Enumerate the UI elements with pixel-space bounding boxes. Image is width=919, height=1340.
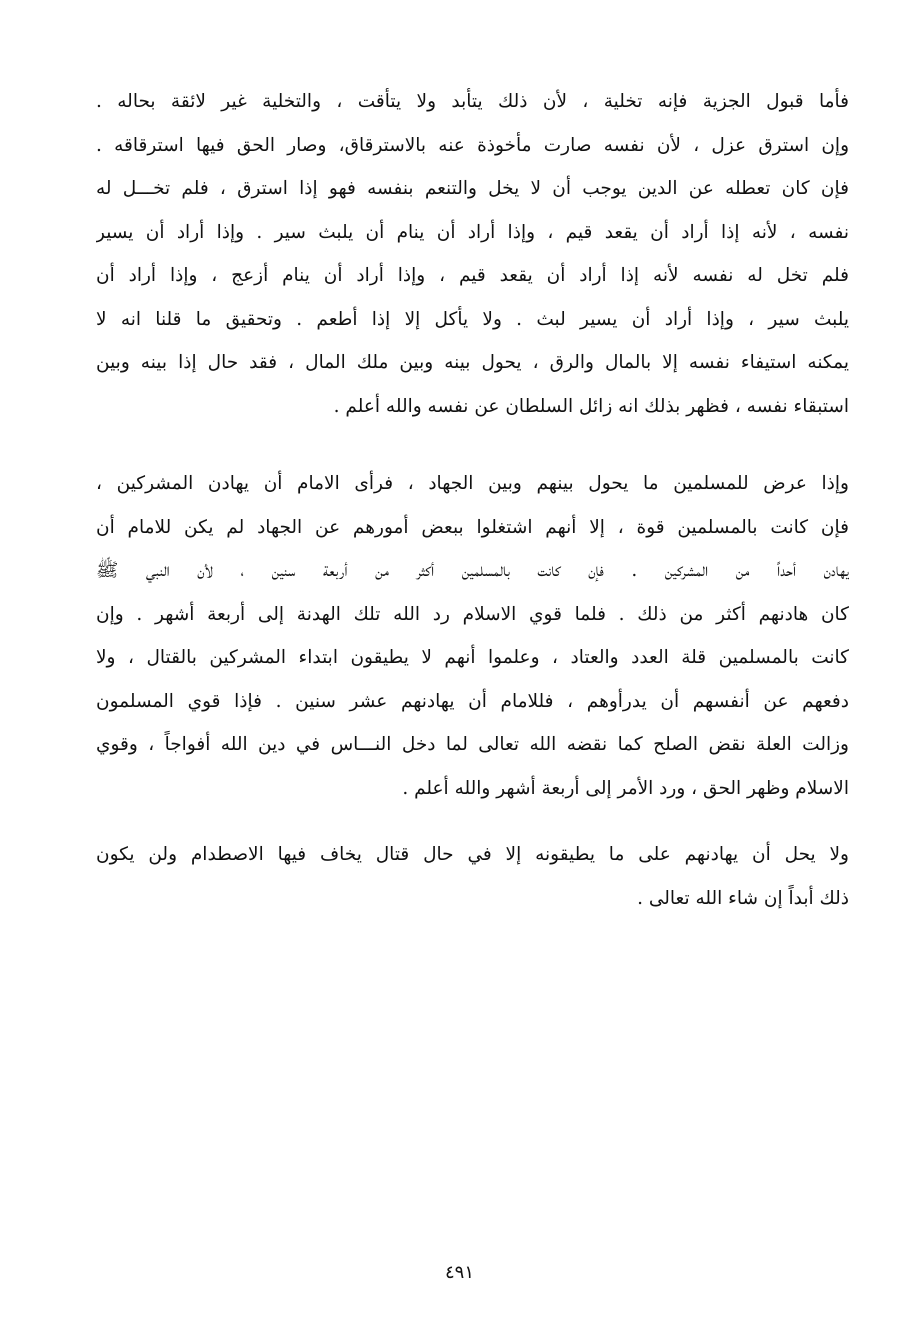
text-line: نفسه ، لأنه إذا أراد أن يقعد قيم ، وإذا أراد أن ينام أن يلبث سير . وإذا أراد أن يسير <box>96 221 849 243</box>
text-line: فإن كانت بالمسلمين قوة ، إلا أنهم اشتغلوا ببعض أمورهم عن الجهاد لم يكن للامام أن <box>96 516 849 538</box>
text-line: فإن كان تعطله عن الدين يوجب أن لا يخل والتنعم بنفسه فهو إذا استرق ، فلم تخـــل له <box>96 178 849 199</box>
text-line: ولا يحل أن يهادنهم على ما يطيقونه إلا في حال قتال يخاف فيها الاصطدام ولن يكون <box>96 844 849 865</box>
text-line: يلبث سير ، وإذا أراد أن يسير لبث . ولا يأكل إلا إذا أطعم . وتحقيق ما قلنا انه لا <box>96 308 849 330</box>
paragraph-1 <box>96 80 849 428</box>
text-line: ذلك أبداً إن شاء الله تعالى . <box>637 887 849 909</box>
text-line: دفعهم عن أنفسهم أن يدرأوهم ، فللامام أن يهادنهم عشر سنين . فإذا قوي المسلمون <box>96 690 849 712</box>
text-line: الاسلام وظهر الحق ، ورد الأمر إلى أربعة أشهر والله أعلم . <box>402 777 849 799</box>
text-line: يمكنه استيفاء نفسه إلا بالمال والرق ، يحول بينه وبين ملك المال ، فقد حال إذا بينه وبين <box>96 352 849 373</box>
text-line: كان هادنهم أكثر من ذلك . فلما قوي الاسلام رد الله تلك الهدنة إلى أربعة أشهر . وإن <box>96 603 849 625</box>
page-number: ٤٩١ <box>444 1262 474 1283</box>
paragraph-3 <box>96 833 849 920</box>
text-line: وإن استرق عزل ، لأن نفسه صارت مأخوذة عنه بالاسترقاق، وصار الحق فيها استرقاقه . <box>96 134 849 156</box>
text-line: وزالت العلة نقض الصلح كما نقضه الله تعالى لما دخل النـــاس في دين الله أفواجاً ، وقوي <box>96 734 849 755</box>
text-line: وإذا عرض للمسلمين ما يحول بينهم وبين الجهاد ، فرأى الامام أن يهادن المشركين ، <box>96 473 849 494</box>
text-line: فلم تخل له نفسه لأنه إذا أراد أن يقعد قيم ، وإذا أراد أن ينام أزعج ، وإذا أراد أن <box>96 265 849 286</box>
text-line: فأما قبول الجزية فإنه تخلية ، لأن ذلك يتأبد ولا يتأقت ، والتخلية غير لائقة بحاله . <box>96 91 849 112</box>
text-line: استبقاء نفسه ، فظهر بذلك انه زائل السلطان عن نفسه والله أعلم . <box>333 395 849 417</box>
paragraph-2 <box>96 462 849 810</box>
text-line: كانت بالمسلمين قلة العدد والعتاد ، وعلموا أنهم لا يطيقون ابتداء المشركين بالقتال ، ولا <box>96 647 849 668</box>
text-line: يهادن أحداً من المشركين . فإن كانت بالمسلمين أكثر من أربعة سنين ، لأن النبي ﷺ <box>96 560 849 581</box>
